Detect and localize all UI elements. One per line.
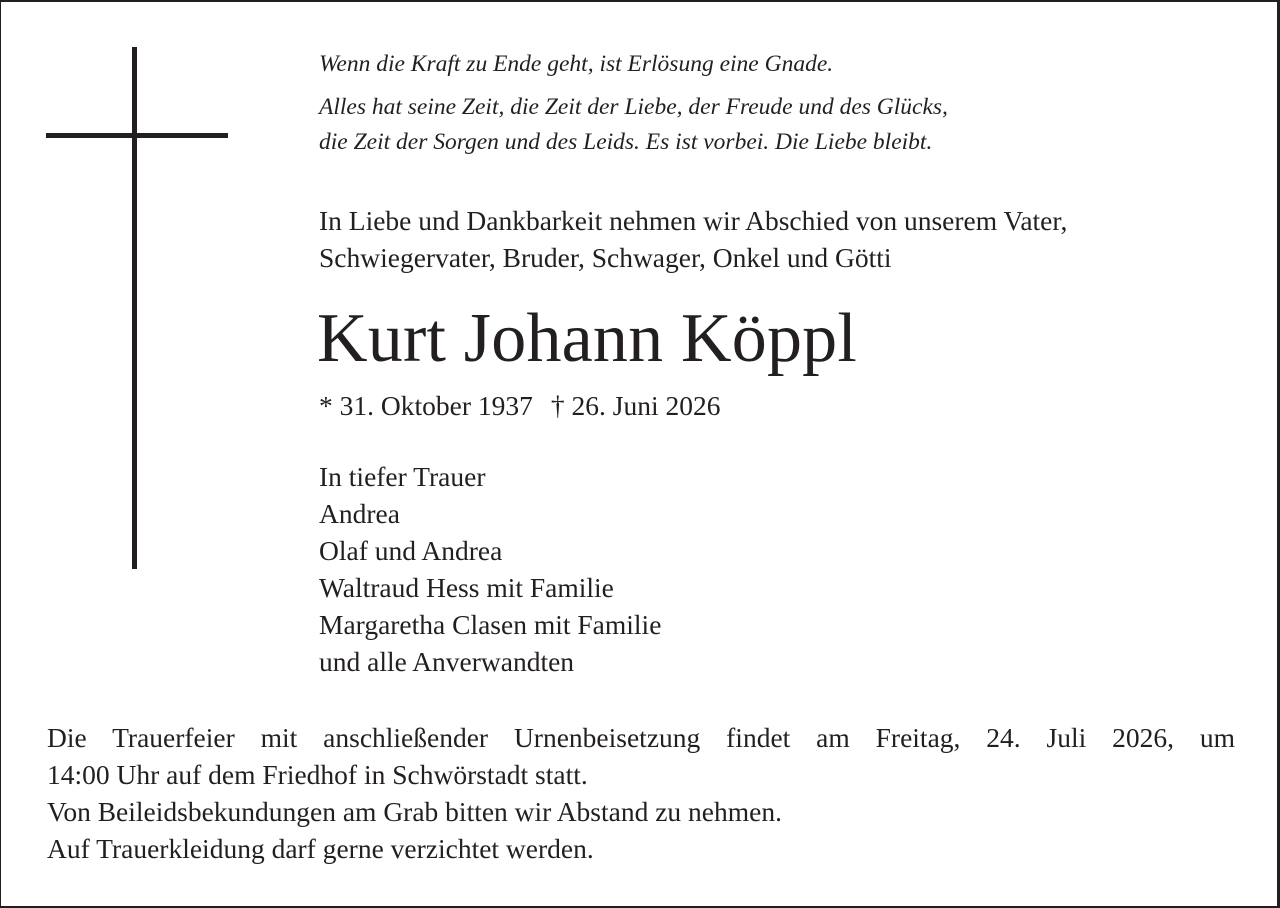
- quote-line-3: die Zeit der Sorgen und des Leids. Es ist vorbei. Die Liebe bleibt.: [319, 129, 933, 155]
- life-dates: [319, 387, 720, 424]
- quote-paragraph: [319, 90, 948, 160]
- funeral-line-1: Die Trauerfeier mit anschließender Urnenbeisetzung findet am Freitag, 24. Juli 2026, um: [47, 722, 1235, 753]
- mourner-name: Margaretha Clasen mit Familie: [319, 609, 662, 640]
- funeral-details: [47, 719, 1235, 867]
- mourner-name: Waltraud Hess mit Familie: [319, 572, 614, 603]
- intro-line-1: In Liebe und Dankbarkeit nehmen wir Abschied von unserem Vater,: [319, 205, 1068, 236]
- cross-horizontal-bar: [46, 133, 228, 138]
- mourners-list: [319, 458, 661, 680]
- funeral-line-2: 14:00 Uhr auf dem Friedhof in Schwörstadt statt.: [47, 759, 588, 790]
- mourner-name: Andrea: [319, 498, 400, 529]
- death-date: † 26. Juni 2026: [550, 390, 721, 421]
- attire-note: Auf Trauerkleidung darf gerne verzichtet werden.: [47, 833, 594, 864]
- mourners-heading: In tiefer Trauer: [319, 461, 486, 492]
- intro-line-2: Schwiegervater, Bruder, Schwager, Onkel und Götti: [319, 242, 892, 273]
- farewell-intro: [319, 202, 1067, 276]
- mourner-name: Olaf und Andrea: [319, 535, 503, 566]
- quote-line-2: Alles hat seine Zeit, die Zeit der Liebe, der Freude und des Glücks,: [319, 94, 948, 120]
- deceased-name: Kurt Johann Köppl: [317, 300, 858, 377]
- condolence-note: Von Beileidsbekundungen am Grab bitten wir Abstand zu nehmen.: [47, 796, 782, 827]
- quote-line-1: Wenn die Kraft zu Ende geht, ist Erlösung eine Gnade.: [319, 51, 834, 77]
- cross-vertical-bar: [132, 47, 137, 569]
- birth-date: * 31. Oktober 1937: [319, 390, 533, 421]
- mourner-name: und alle Anverwandten: [319, 646, 575, 677]
